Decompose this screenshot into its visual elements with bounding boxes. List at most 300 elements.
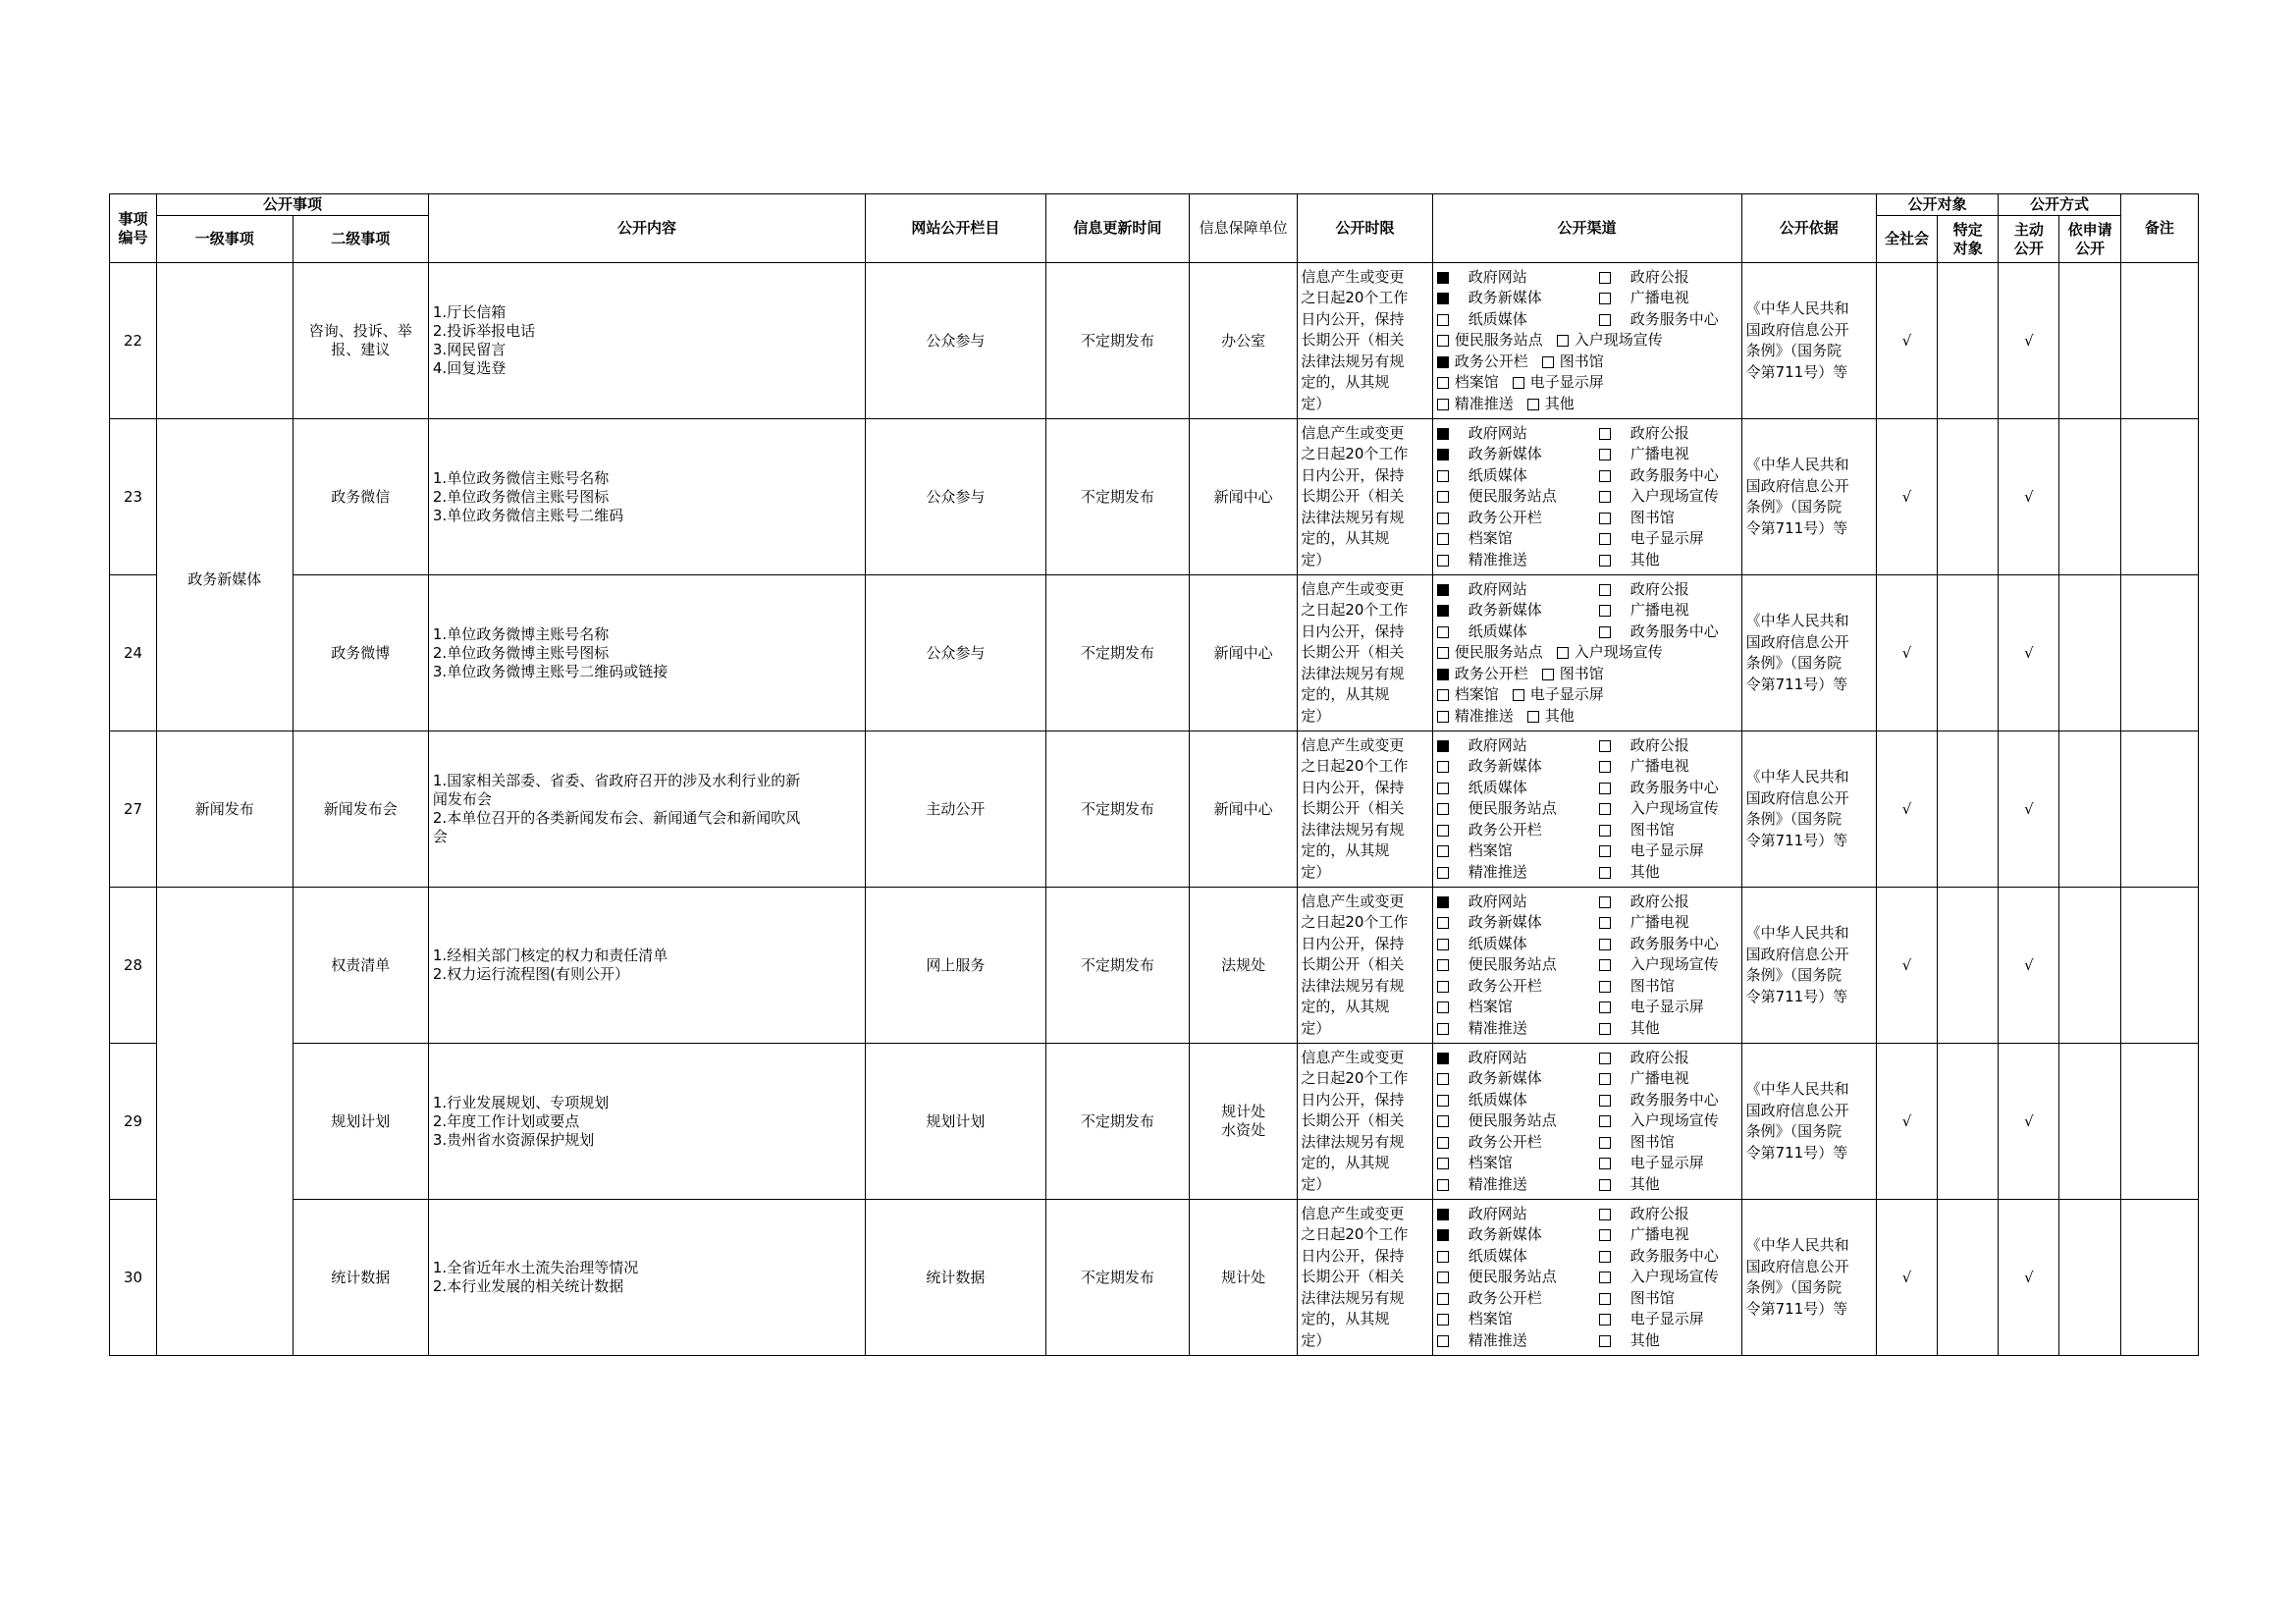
time-limit-line: 定的，从其规 — [1301, 685, 1390, 704]
public-basis — [1741, 731, 1876, 888]
time-limit — [1298, 1044, 1432, 1200]
channel-label: 便民服务站点 — [1468, 955, 1557, 974]
remarks-cell — [2120, 1200, 2198, 1356]
channels-list — [1432, 731, 1741, 888]
content-line: 会 — [432, 828, 448, 845]
unchecked-box-icon — [1437, 314, 1449, 326]
channel-label: 政府公报 — [1629, 1048, 1689, 1066]
channel-label: 纸质媒体 — [1468, 622, 1527, 640]
channel-row — [1437, 735, 1737, 757]
channel-left — [1437, 1090, 1599, 1111]
channel-label: 电子显示屏 — [1629, 998, 1704, 1016]
web-column: 规划计划 — [866, 1044, 1046, 1200]
channel-right — [1599, 1048, 1689, 1069]
unchecked-box-icon — [1542, 669, 1554, 680]
channel-label: 政务服务中心 — [1629, 1090, 1719, 1109]
channel-label: 入户现场宣传 — [1574, 331, 1663, 350]
unchecked-box-icon — [1437, 917, 1449, 929]
on-request-cell — [2059, 263, 2120, 419]
channel-label: 政务服务中心 — [1629, 465, 1719, 484]
channel-right — [1599, 862, 1660, 884]
channel-row — [1437, 288, 1737, 309]
basis-line: 令第711号）等 — [1745, 362, 1848, 381]
unchecked-box-icon — [1599, 1053, 1611, 1064]
level2-line: 规划计划 — [331, 1111, 391, 1130]
disclosure-table — [109, 193, 2199, 1356]
channel-right — [1599, 1246, 1719, 1268]
time-limit-line: 信息产生或变更 — [1301, 892, 1405, 910]
on-request-cell — [2059, 888, 2120, 1044]
channel-left — [1437, 288, 1599, 309]
time-limit-line: 长期公开（相关 — [1301, 1268, 1405, 1286]
header-target: 公开对象 — [1876, 194, 1998, 216]
channel-label: 其他 — [1629, 1174, 1660, 1193]
channel-left — [1437, 912, 1599, 934]
unchecked-box-icon — [1437, 761, 1449, 773]
web-column: 主动公开 — [866, 731, 1046, 888]
web-column: 公众参与 — [866, 263, 1046, 419]
channels-list — [1432, 1200, 1741, 1356]
level2-item — [293, 419, 428, 575]
channel-label: 图书馆 — [1629, 1288, 1675, 1307]
time-limit-line: 日内公开，保持 — [1301, 1246, 1405, 1265]
content-line: 4.回复选登 — [432, 359, 507, 377]
content-line: 1.单位政务微博主账号名称 — [432, 624, 610, 643]
time-limit-line: 长期公开（相关 — [1301, 487, 1405, 506]
basis-line: 《中华人民共和 — [1745, 768, 1849, 785]
whole-society-check: √ — [1876, 1044, 1937, 1200]
content-line: 2.本行业发展的相关统计数据 — [432, 1277, 624, 1295]
header-content: 公开内容 — [428, 194, 865, 263]
channel-row — [1437, 1224, 1737, 1246]
channel-label: 广播电视 — [1629, 445, 1689, 463]
unchecked-box-icon — [1437, 470, 1449, 482]
channel-left — [1437, 1048, 1599, 1069]
checked-box-icon — [1437, 896, 1449, 908]
whole-society-check: √ — [1876, 263, 1937, 419]
channel-left — [1437, 423, 1599, 445]
unchecked-box-icon — [1437, 711, 1449, 723]
basis-line: 国政府信息公开 — [1745, 1257, 1849, 1275]
unchecked-box-icon — [1599, 1158, 1611, 1169]
channel-left — [1437, 1110, 1599, 1132]
channel-row — [1437, 976, 1737, 998]
unchecked-box-icon — [1437, 1158, 1449, 1169]
channel-label: 图书馆 — [1559, 352, 1604, 370]
channel-label: 电子显示屏 — [1629, 1154, 1704, 1172]
remarks-cell — [2120, 888, 2198, 1044]
time-limit-line: 之日起20个工作 — [1301, 913, 1409, 932]
unchecked-box-icon — [1599, 293, 1611, 304]
public-basis — [1741, 419, 1876, 575]
unit-line: 办公室 — [1221, 331, 1266, 350]
level2-item — [293, 263, 428, 419]
unchecked-box-icon — [1599, 1335, 1611, 1347]
channel-right — [1599, 1174, 1660, 1196]
time-limit-line: 日内公开，保持 — [1301, 622, 1405, 640]
unchecked-box-icon — [1557, 335, 1569, 347]
unchecked-box-icon — [1599, 584, 1611, 596]
unit-line: 新闻中心 — [1213, 487, 1273, 506]
channel-label: 电子显示屏 — [1629, 529, 1704, 548]
content-line: 2.单位政务微博主账号图标 — [432, 643, 610, 662]
channel-right — [1599, 579, 1689, 601]
unchecked-box-icon — [1437, 959, 1449, 971]
specific-target-cell — [1938, 888, 1999, 1044]
channel-label: 图书馆 — [1629, 976, 1675, 995]
time-limit-line: 日内公开，保持 — [1301, 934, 1405, 952]
channel-label: 政务服务中心 — [1629, 934, 1719, 952]
basis-line: 《中华人民共和 — [1745, 612, 1849, 629]
channel-label: 便民服务站点 — [1468, 1268, 1557, 1286]
channel-label: 政务公开栏 — [1468, 508, 1542, 526]
level2-line: 政务微信 — [331, 487, 391, 506]
channel-row — [1437, 394, 1737, 415]
channel-row — [1437, 862, 1737, 884]
time-limit-line: 法律法规另有规 — [1301, 1132, 1405, 1151]
channel-row — [1437, 820, 1737, 841]
channel-row — [1437, 798, 1737, 820]
unchecked-box-icon — [1437, 1095, 1449, 1107]
channel-label: 入户现场宣传 — [1629, 955, 1719, 974]
unchecked-box-icon — [1599, 825, 1611, 837]
channel-right — [1599, 267, 1689, 289]
channel-right — [1599, 934, 1719, 955]
remarks-cell — [2120, 1044, 2198, 1200]
channel-right — [1599, 735, 1689, 757]
unchecked-box-icon — [1437, 1001, 1449, 1013]
unchecked-box-icon — [1599, 845, 1611, 857]
header-remarks: 备注 — [2120, 194, 2198, 263]
time-limit-line: 日内公开，保持 — [1301, 309, 1405, 328]
unchecked-box-icon — [1599, 626, 1611, 638]
channel-label: 广播电视 — [1629, 289, 1689, 307]
channel-label: 政府网站 — [1468, 1048, 1527, 1066]
channel-right — [1599, 997, 1704, 1018]
channel-right — [1599, 756, 1689, 778]
channel-label: 其他 — [1544, 706, 1575, 725]
table-row — [110, 888, 2199, 1044]
channel-row — [1437, 1018, 1737, 1040]
channel-label: 政府网站 — [1468, 1204, 1527, 1222]
channel-label: 电子显示屏 — [1629, 1310, 1704, 1328]
update-time: 不定期发布 — [1045, 1044, 1189, 1200]
time-limit-line: 长期公开（相关 — [1301, 331, 1405, 350]
channel-left — [1437, 465, 1599, 487]
unchecked-box-icon — [1437, 626, 1449, 638]
unchecked-box-icon — [1437, 1335, 1449, 1347]
channel-label: 政务公开栏 — [1454, 352, 1528, 370]
unchecked-box-icon — [1599, 1073, 1611, 1085]
channel-row — [1437, 1288, 1737, 1310]
channel-label: 便民服务站点 — [1454, 643, 1543, 662]
time-limit-line: 定） — [1301, 550, 1331, 568]
channel-left — [1437, 600, 1599, 622]
whole-society-check: √ — [1876, 1200, 1937, 1356]
time-limit-line: 长期公开（相关 — [1301, 955, 1405, 974]
time-limit-line: 之日起20个工作 — [1301, 289, 1409, 307]
update-time: 不定期发布 — [1045, 419, 1189, 575]
header-time-limit: 公开时限 — [1298, 194, 1432, 263]
channel-row — [1437, 912, 1737, 934]
item-number: 22 — [110, 263, 157, 419]
channels-list — [1432, 888, 1741, 1044]
time-limit-line: 日内公开，保持 — [1301, 465, 1405, 484]
channel-left — [1437, 862, 1599, 884]
unchecked-box-icon — [1437, 867, 1449, 879]
unchecked-box-icon — [1599, 272, 1611, 284]
unchecked-box-icon — [1599, 513, 1611, 524]
channel-row — [1437, 465, 1737, 487]
channel-right — [1599, 1018, 1660, 1040]
channel-left — [1437, 1132, 1599, 1154]
specific-target-cell — [1938, 731, 1999, 888]
channel-label: 广播电视 — [1629, 1225, 1689, 1244]
unchecked-box-icon — [1599, 1095, 1611, 1107]
channels-list — [1432, 419, 1741, 575]
unchecked-box-icon — [1557, 647, 1569, 659]
channel-row — [1437, 1153, 1737, 1174]
channel-label: 政务服务中心 — [1629, 622, 1719, 640]
channel-left — [1437, 550, 1599, 571]
header-web-column: 网站公开栏目 — [866, 194, 1046, 263]
web-column: 统计数据 — [866, 1200, 1046, 1356]
time-limit-line: 之日起20个工作 — [1301, 445, 1409, 463]
channel-right — [1599, 486, 1719, 508]
level2-line: 权责清单 — [331, 955, 391, 974]
channel-right — [1599, 1288, 1675, 1310]
time-limit-line: 信息产生或变更 — [1301, 423, 1405, 442]
unchecked-box-icon — [1599, 939, 1611, 950]
unchecked-box-icon — [1599, 740, 1611, 752]
table-row — [110, 731, 2199, 888]
remarks-cell — [2120, 575, 2198, 731]
public-content — [428, 419, 865, 575]
unchecked-box-icon — [1437, 689, 1449, 701]
channel-label: 政务公开栏 — [1468, 976, 1542, 995]
unchecked-box-icon — [1527, 399, 1539, 410]
time-limit-line: 定的，从其规 — [1301, 841, 1390, 860]
checked-box-icon — [1437, 740, 1449, 752]
time-limit-line: 之日起20个工作 — [1301, 1069, 1409, 1088]
item-number: 24 — [110, 575, 157, 731]
channel-right — [1599, 820, 1675, 841]
channel-label: 入户现场宣传 — [1629, 487, 1719, 506]
basis-line: 令第711号）等 — [1745, 831, 1848, 849]
channel-label: 电子显示屏 — [1629, 841, 1704, 860]
specific-target-cell — [1938, 1200, 1999, 1356]
channel-row — [1437, 423, 1737, 445]
public-content — [428, 575, 865, 731]
channel-left — [1437, 976, 1599, 998]
channel-label: 档案馆 — [1468, 529, 1513, 548]
channel-row — [1437, 642, 1737, 664]
content-line: 2.单位政务微信主账号图标 — [432, 487, 610, 506]
time-limit-line: 长期公开（相关 — [1301, 643, 1405, 662]
channel-pair — [1437, 372, 1604, 394]
unchecked-box-icon — [1437, 1272, 1449, 1283]
channel-label: 纸质媒体 — [1468, 1246, 1527, 1265]
level2-line: 咨询、投诉、举 — [308, 322, 412, 340]
channel-pair — [1437, 330, 1663, 352]
channel-label: 政府公报 — [1629, 423, 1689, 442]
channel-label: 其他 — [1629, 1330, 1660, 1349]
unchecked-box-icon — [1437, 981, 1449, 993]
channel-row — [1437, 352, 1737, 373]
channel-row — [1437, 622, 1737, 643]
channel-row — [1437, 372, 1737, 394]
basis-line: 国政府信息公开 — [1745, 476, 1849, 495]
unchecked-box-icon — [1599, 605, 1611, 617]
channel-row — [1437, 1110, 1737, 1132]
channel-left — [1437, 528, 1599, 550]
unchecked-box-icon — [1437, 825, 1449, 837]
channel-label: 便民服务站点 — [1468, 487, 1557, 506]
channel-label: 政务新媒体 — [1468, 1225, 1542, 1244]
channel-label: 档案馆 — [1468, 998, 1513, 1016]
content-line: 1.单位政务微信主账号名称 — [432, 468, 610, 487]
basis-line: 条例》（国务院 — [1745, 498, 1842, 515]
channel-left — [1437, 1153, 1599, 1174]
time-limit-line: 之日起20个工作 — [1301, 757, 1409, 776]
channel-left — [1437, 1330, 1599, 1352]
checked-box-icon — [1437, 449, 1449, 460]
channel-row — [1437, 778, 1737, 799]
channel-label: 政务服务中心 — [1629, 309, 1719, 328]
channel-row — [1437, 664, 1737, 685]
channel-label: 政务公开栏 — [1468, 820, 1542, 839]
unchecked-box-icon — [1437, 939, 1449, 950]
channel-right — [1599, 1204, 1689, 1225]
content-line: 闻发布会 — [432, 790, 492, 808]
time-limit-line: 信息产生或变更 — [1301, 579, 1405, 598]
checked-box-icon — [1437, 584, 1449, 596]
item-number: 23 — [110, 419, 157, 575]
channel-label: 入户现场宣传 — [1629, 799, 1719, 818]
channel-row — [1437, 1267, 1737, 1288]
active-check: √ — [1999, 263, 2059, 419]
unchecked-box-icon — [1437, 491, 1449, 503]
unit-line: 规计处 — [1221, 1268, 1266, 1286]
channel-label: 精准推送 — [1468, 1174, 1527, 1193]
channel-left — [1437, 1068, 1599, 1090]
time-limit-line: 日内公开，保持 — [1301, 778, 1405, 796]
content-line: 2.年度工作计划或要点 — [432, 1111, 580, 1130]
channel-label: 政府公报 — [1629, 579, 1689, 598]
unchecked-box-icon — [1599, 981, 1611, 993]
channel-left — [1437, 1204, 1599, 1225]
checked-box-icon — [1437, 669, 1449, 680]
unchecked-box-icon — [1599, 867, 1611, 879]
public-content — [428, 731, 865, 888]
basis-line: 令第711号）等 — [1745, 1143, 1848, 1162]
time-limit-line: 法律法规另有规 — [1301, 352, 1405, 370]
time-limit-line: 定的，从其规 — [1301, 529, 1390, 548]
active-check: √ — [1999, 1044, 2059, 1200]
channel-label: 政务服务中心 — [1629, 778, 1719, 796]
channel-label: 其他 — [1629, 862, 1660, 881]
active-check: √ — [1999, 888, 2059, 1044]
channel-row — [1437, 579, 1737, 601]
channel-row — [1437, 444, 1737, 465]
channel-left — [1437, 820, 1599, 841]
public-content — [428, 1200, 865, 1356]
channel-left — [1437, 1246, 1599, 1268]
on-request-cell — [2059, 731, 2120, 888]
unchecked-box-icon — [1437, 647, 1449, 659]
channel-row — [1437, 1330, 1737, 1352]
unchecked-box-icon — [1437, 399, 1449, 410]
channel-pair — [1437, 706, 1575, 728]
unchecked-box-icon — [1437, 1115, 1449, 1127]
time-limit — [1298, 888, 1432, 1044]
web-column: 网上服务 — [866, 888, 1046, 1044]
channel-label: 政务新媒体 — [1468, 289, 1542, 307]
public-basis — [1741, 263, 1876, 419]
channel-row — [1437, 1132, 1737, 1154]
unchecked-box-icon — [1437, 377, 1449, 389]
channel-row — [1437, 267, 1737, 289]
unchecked-box-icon — [1599, 1137, 1611, 1149]
basis-line: 国政府信息公开 — [1745, 1101, 1849, 1119]
web-column: 公众参与 — [866, 575, 1046, 731]
basis-line: 条例》（国务院 — [1745, 1122, 1842, 1140]
channel-right — [1599, 1330, 1660, 1352]
unchecked-box-icon — [1437, 1314, 1449, 1326]
guarantee-unit — [1190, 1200, 1298, 1356]
time-limit-line: 定的，从其规 — [1301, 373, 1390, 392]
remarks-cell — [2120, 419, 2198, 575]
level2-item — [293, 731, 428, 888]
time-limit-line: 定） — [1301, 1330, 1331, 1349]
unchecked-box-icon — [1437, 1251, 1449, 1263]
unchecked-box-icon — [1437, 845, 1449, 857]
level2-item — [293, 1200, 428, 1356]
channel-left — [1437, 1309, 1599, 1330]
specific-target-cell — [1938, 575, 1999, 731]
channel-label: 政府网站 — [1468, 735, 1527, 754]
header-update-time: 信息更新时间 — [1045, 194, 1189, 263]
time-limit-line: 法律法规另有规 — [1301, 1288, 1405, 1307]
channel-left — [1437, 934, 1599, 955]
time-limit — [1298, 575, 1432, 731]
basis-line: 国政府信息公开 — [1745, 320, 1849, 339]
item-number: 27 — [110, 731, 157, 888]
specific-target-cell — [1938, 419, 1999, 575]
unchecked-box-icon — [1599, 533, 1611, 545]
level2-item — [293, 888, 428, 1044]
channel-row — [1437, 934, 1737, 955]
unchecked-box-icon — [1599, 449, 1611, 460]
unchecked-box-icon — [1599, 1023, 1611, 1035]
unchecked-box-icon — [1599, 314, 1611, 326]
on-request-cell — [2059, 575, 2120, 731]
channel-label: 政务公开栏 — [1454, 664, 1528, 682]
whole-society-check: √ — [1876, 419, 1937, 575]
unchecked-box-icon — [1437, 1293, 1449, 1305]
unchecked-box-icon — [1599, 917, 1611, 929]
level2-item — [293, 575, 428, 731]
channel-label: 政府公报 — [1629, 892, 1689, 910]
content-line: 2.权力运行流程图(有则公开） — [432, 965, 630, 983]
channel-row — [1437, 1174, 1737, 1196]
channel-right — [1599, 309, 1719, 331]
channel-label: 政务新媒体 — [1468, 445, 1542, 463]
checked-box-icon — [1437, 356, 1449, 368]
channels-list — [1432, 575, 1741, 731]
channel-right — [1599, 288, 1689, 309]
header-active: 主动公开 — [1999, 216, 2059, 263]
